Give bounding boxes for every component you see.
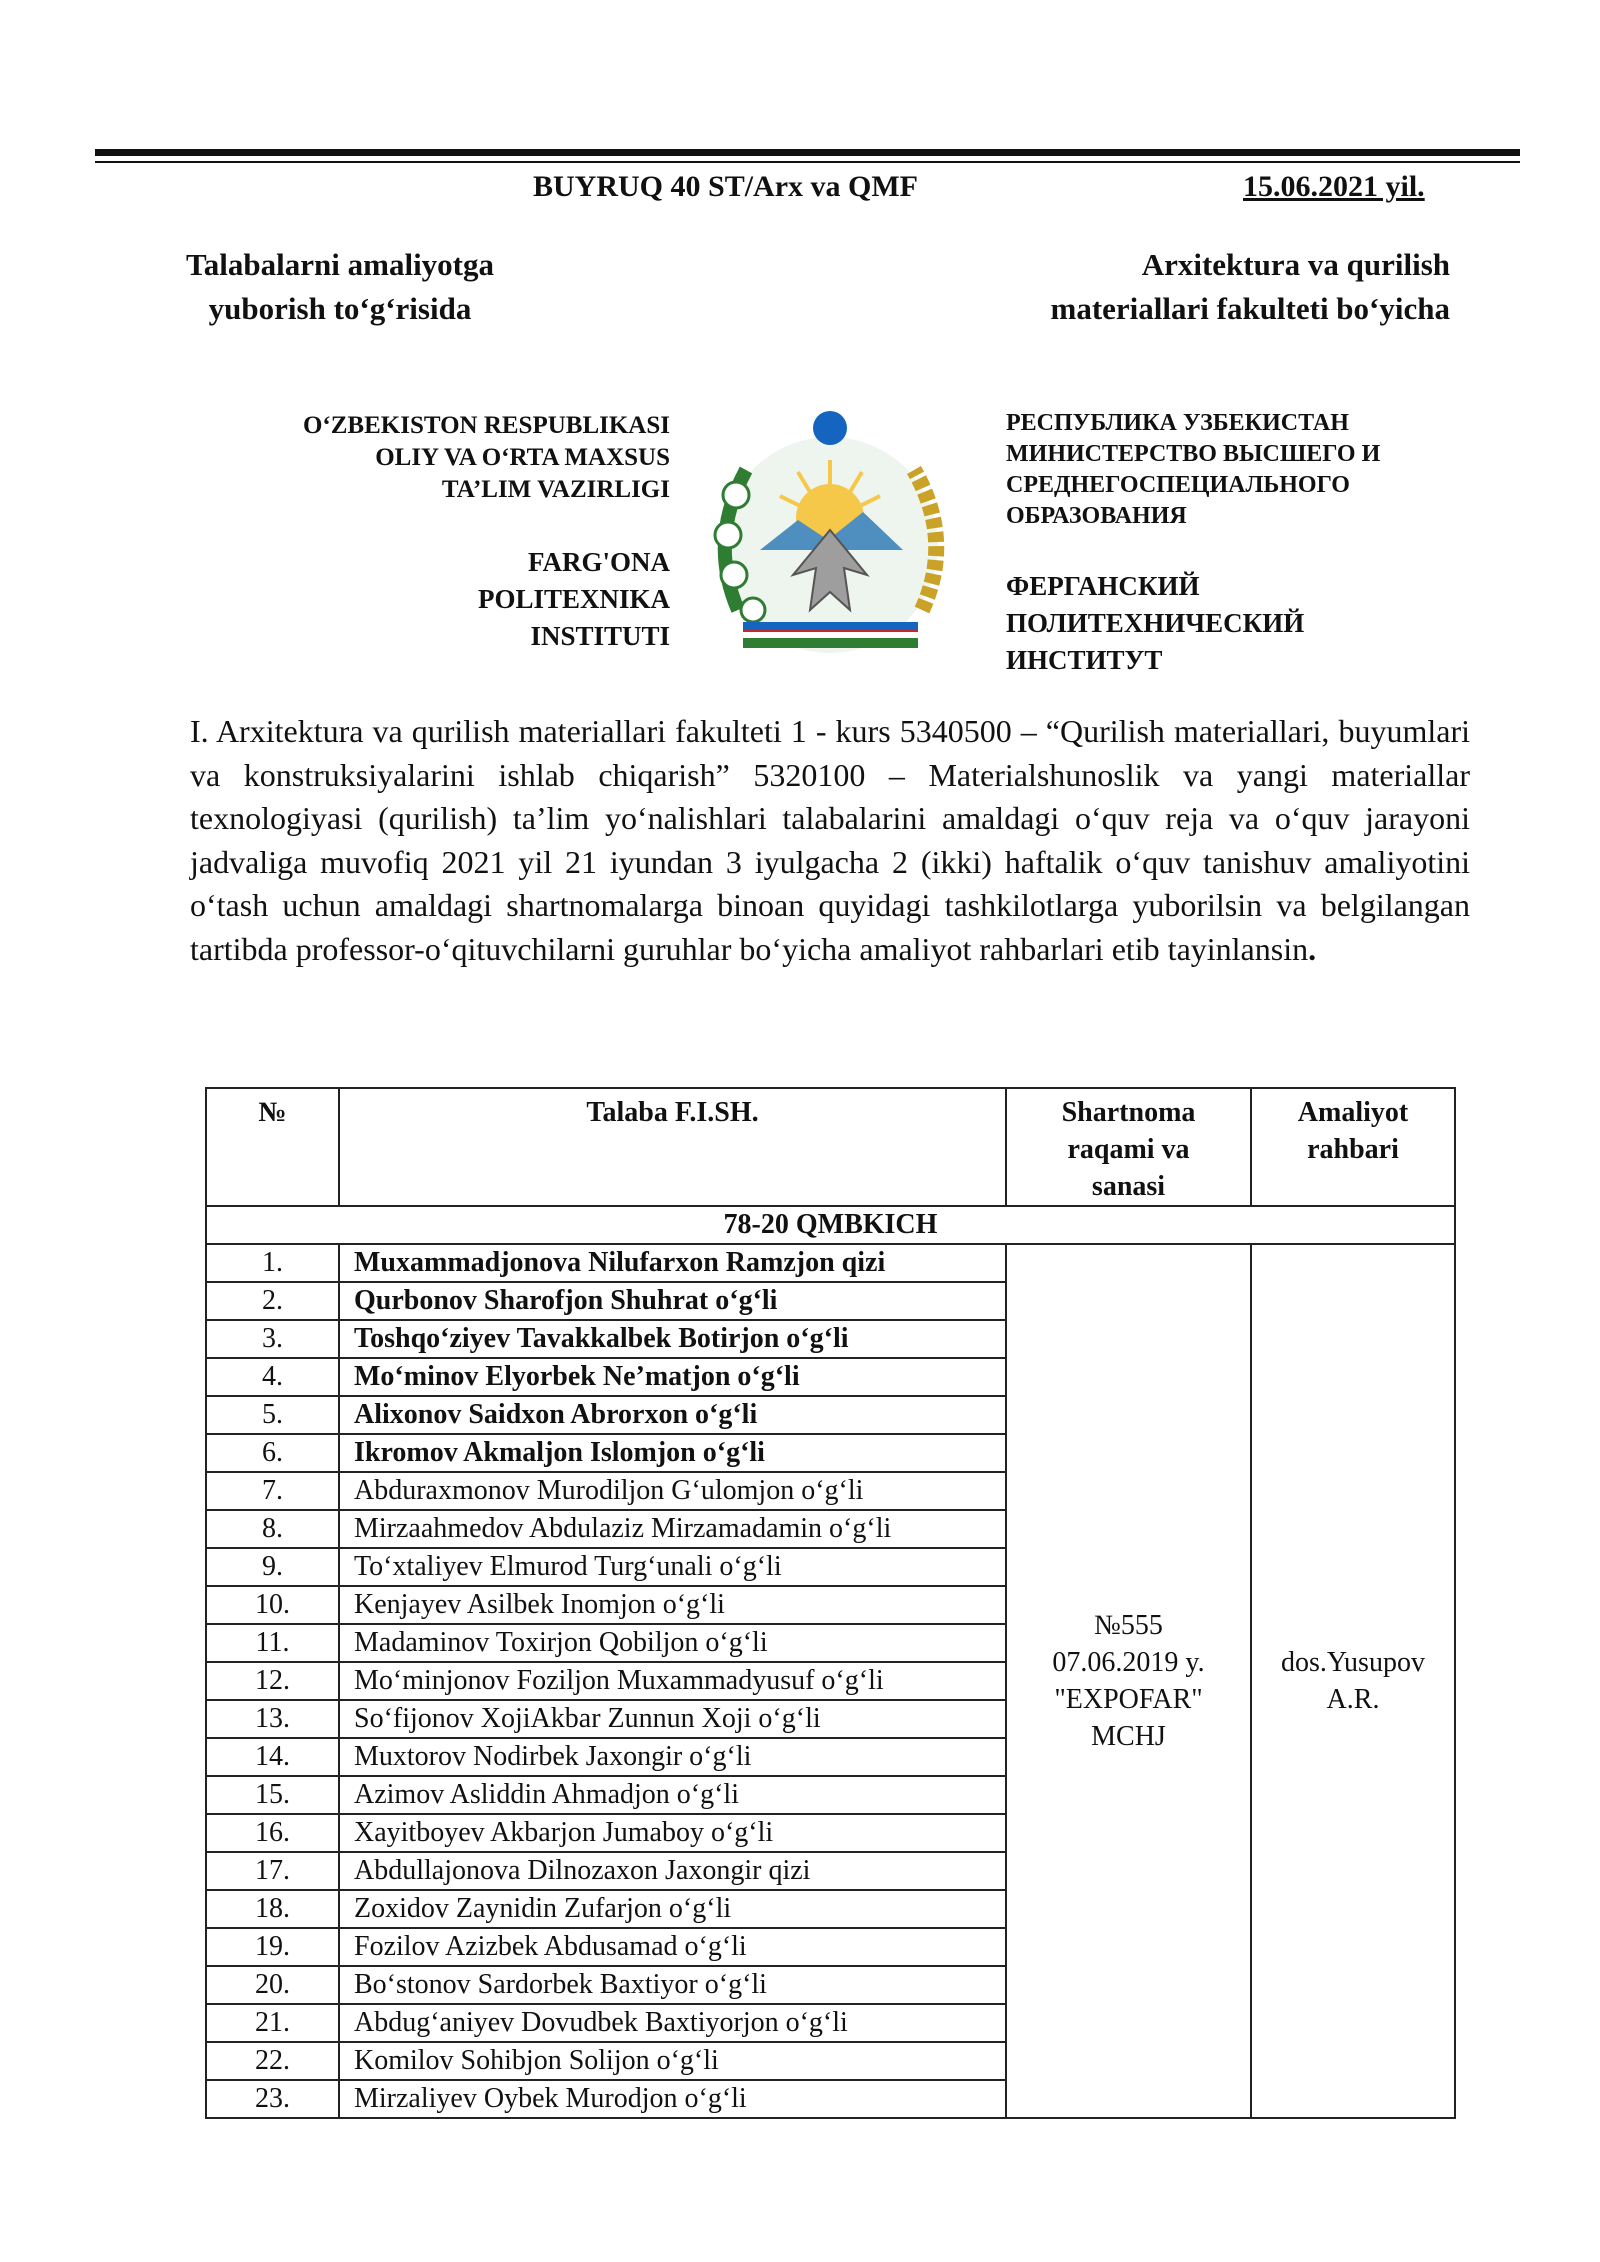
student-name: Mo‘minov Elyorbek Ne’matjon o‘g‘li xyxy=(339,1358,1006,1396)
student-name: Muxammadjonova Nilufarxon Ramzjon qizi xyxy=(339,1244,1006,1282)
student-name: Mirzaahmedov Abdulaziz Mirzamadamin o‘g‘li xyxy=(339,1510,1006,1548)
order-number: BUYRUQ 40 ST/Arx va QMF xyxy=(533,170,918,203)
row-number: 10. xyxy=(206,1586,339,1624)
contract-line: №555 xyxy=(1094,1610,1163,1641)
order-paragraph-end: . xyxy=(1308,930,1317,967)
table-header-row xyxy=(206,1088,1455,1206)
cotton-boll-icon xyxy=(715,522,741,548)
header-contract-line: Shartnoma xyxy=(1061,1097,1196,1128)
student-name: Fozilov Azizbek Abdusamad o‘g‘li xyxy=(339,1928,1006,1966)
row-number: 22. xyxy=(206,2042,339,2080)
row-number: 7. xyxy=(206,1472,339,1510)
student-name: Abdug‘aniyev Dovudbek Baxtiyorjon o‘g‘li xyxy=(339,2004,1006,2042)
ru-institute-line: ФЕРГАНСКИЙ xyxy=(1006,571,1200,601)
order-subject-line: yuborish to‘g‘risida xyxy=(208,291,472,326)
row-number: 19. xyxy=(206,1928,339,1966)
ru-ministry-line: СРЕДНЕГОСПЕЦИАЛЬНОГО xyxy=(1006,472,1350,498)
header-rule-thin xyxy=(95,161,1520,163)
cotton-boll-icon xyxy=(741,598,765,622)
row-number: 21. xyxy=(206,2004,339,2042)
row-number: 4. xyxy=(206,1358,339,1396)
student-name: Muxtorov Nodirbek Jaxongir o‘g‘li xyxy=(339,1738,1006,1776)
state-emblem-icon xyxy=(698,400,963,670)
student-name: To‘xtaliyev Elmurod Turg‘unali o‘g‘li xyxy=(339,1548,1006,1586)
order-paragraph xyxy=(190,710,1470,971)
student-name: Alixonov Saidxon Abrorxon o‘g‘li xyxy=(339,1396,1006,1434)
row-number: 23. xyxy=(206,2080,339,2118)
student-name: Bo‘stonov Sardorbek Baxtiyor o‘g‘li xyxy=(339,1966,1006,2004)
group-row xyxy=(206,1206,1455,1244)
contract-line: "EXPOFAR" xyxy=(1054,1684,1203,1715)
uz-institute-line: INSTITUTI xyxy=(530,621,670,651)
contract-line: MCHJ xyxy=(1091,1721,1166,1752)
contract-cell xyxy=(1006,1244,1251,2118)
students-table xyxy=(205,1087,1456,2119)
ribbon-red xyxy=(743,629,918,632)
row-number: 17. xyxy=(206,1852,339,1890)
row-number: 12. xyxy=(206,1662,339,1700)
student-name: Komilov Sohibjon Solijon o‘g‘li xyxy=(339,2042,1006,2080)
emblem-star-badge xyxy=(813,411,847,445)
student-name: Azimov Asliddin Ahmadjon o‘g‘li xyxy=(339,1776,1006,1814)
order-paragraph-text: I. Arxitektura va qurilish materiallari fakulteti 1 - kurs 5340500 – “Qurilish materiallari, buyumlari va konstruksiyalarini ishlab chiqarish” 5320100 – Materialshunoslik va yangi materiallar texnologiyasi (qurilish) ta’lim yo‘nalishlari talabalarini amaldagi o‘quv reja va o‘quv jarayoni jadvaliga muvofiq 2021 yil 21 iyundan 3 iyulgacha 2 (ikki) haftalik o‘quv tanishuv amaliyotini o‘tash uchun amaldagi shartnomalarga binoan quyidagi tashkilotlarga yuborilsin va belgilangan tartibda professor-o‘qituvchilarni guruhlar bo‘yicha amaliyot rahbarlari etib tayinlansin xyxy=(190,713,1470,967)
ru-ministry-line: РЕСПУБЛИКА УЗБЕКИСТАН xyxy=(1006,410,1349,436)
row-number: 3. xyxy=(206,1320,339,1358)
row-number: 14. xyxy=(206,1738,339,1776)
header-contract-line: sanasi xyxy=(1091,1171,1166,1202)
student-name: Mirzaliyev Oybek Murodjon o‘g‘li xyxy=(339,2080,1006,2118)
row-number: 2. xyxy=(206,1282,339,1320)
ribbon-white xyxy=(743,632,918,638)
header-number: № xyxy=(206,1088,339,1206)
uz-institute-name xyxy=(300,544,670,655)
uz-institute-line: POLITEXNIKA xyxy=(477,584,670,614)
table-row xyxy=(206,1244,1455,1282)
ru-ministry-name xyxy=(1006,408,1476,532)
header-supervisor xyxy=(1251,1088,1455,1206)
row-number: 16. xyxy=(206,1814,339,1852)
header-supervisor-line: rahbari xyxy=(1307,1134,1399,1165)
uz-ministry-line: O‘ZBEKISTON RESPUBLIKASI xyxy=(302,412,670,439)
student-name: Kenjayev Asilbek Inomjon o‘g‘li xyxy=(339,1586,1006,1624)
student-name: Zoxidov Zaynidin Zufarjon o‘g‘li xyxy=(339,1890,1006,1928)
ru-institute-name xyxy=(1006,568,1476,679)
row-number: 11. xyxy=(206,1624,339,1662)
student-name: So‘fijonov XojiAkbar Zunnun Xoji o‘g‘li xyxy=(339,1700,1006,1738)
header-rule-thick xyxy=(95,149,1520,156)
row-number: 20. xyxy=(206,1966,339,2004)
row-number: 6. xyxy=(206,1434,339,1472)
uz-ministry-line: TA’LIM VAZIRLIGI xyxy=(441,476,670,503)
contract-line: 07.06.2019 y. xyxy=(1052,1647,1205,1678)
row-number: 5. xyxy=(206,1396,339,1434)
student-name: Toshqo‘ziyev Tavakkalbek Botirjon o‘g‘li xyxy=(339,1320,1006,1358)
group-name: 78-20 QMBKICH xyxy=(206,1206,1455,1244)
header-student-name: Talaba F.I.SH. xyxy=(339,1088,1006,1206)
order-subject xyxy=(100,243,580,331)
student-name: Abduraxmonov Murodiljon G‘ulomjon o‘g‘li xyxy=(339,1472,1006,1510)
row-number: 15. xyxy=(206,1776,339,1814)
supervisor-line: dos.Yusupov xyxy=(1281,1647,1425,1678)
ru-institute-line: ПОЛИТЕХНИЧЕСКИЙ xyxy=(1006,608,1305,638)
row-number: 9. xyxy=(206,1548,339,1586)
row-number: 13. xyxy=(206,1700,339,1738)
row-number: 8. xyxy=(206,1510,339,1548)
ru-ministry-line: ОБРАЗОВАНИЯ xyxy=(1006,503,1187,529)
student-name: Xayitboyev Akbarjon Jumaboy o‘g‘li xyxy=(339,1814,1006,1852)
uz-ministry-line: OLIY VA O‘RTA MAXSUS xyxy=(375,444,670,471)
order-date: 15.06.2021 yil. xyxy=(1243,170,1425,203)
ribbon-green xyxy=(743,638,918,648)
student-name: Madaminov Toxirjon Qobiljon o‘g‘li xyxy=(339,1624,1006,1662)
uz-institute-line: FARG'ONA xyxy=(528,547,670,577)
ru-ministry-line: МИНИСТЕРСТВО ВЫСШЕГО И xyxy=(1006,441,1381,467)
supervisor-line: A.R. xyxy=(1326,1684,1380,1715)
header-supervisor-line: Amaliyot xyxy=(1297,1097,1409,1128)
supervisor-cell xyxy=(1251,1244,1455,2118)
header-contract xyxy=(1006,1088,1251,1206)
cotton-boll-icon xyxy=(723,482,749,508)
student-name: Qurbonov Sharofjon Shuhrat o‘g‘li xyxy=(339,1282,1006,1320)
faculty-heading-line: materiallari fakulteti bo‘yicha xyxy=(1050,291,1450,326)
cotton-boll-icon xyxy=(721,562,747,588)
faculty-heading-line: Arxitektura va qurilish xyxy=(1141,247,1450,282)
row-number: 1. xyxy=(206,1244,339,1282)
faculty-heading xyxy=(930,243,1450,331)
student-name: Ikromov Akmaljon Islomjon o‘g‘li xyxy=(339,1434,1006,1472)
student-name: Mo‘minjonov Foziljon Muxammadyusuf o‘g‘li xyxy=(339,1662,1006,1700)
uz-ministry-name xyxy=(200,410,670,506)
order-subject-line: Talabalarni amaliyotga xyxy=(185,247,495,282)
ru-institute-line: ИНСТИТУТ xyxy=(1006,645,1163,675)
header-contract-line: raqami va xyxy=(1067,1134,1190,1165)
student-name: Abdullajonova Dilnozaxon Jaxongir qizi xyxy=(339,1852,1006,1890)
row-number: 18. xyxy=(206,1890,339,1928)
